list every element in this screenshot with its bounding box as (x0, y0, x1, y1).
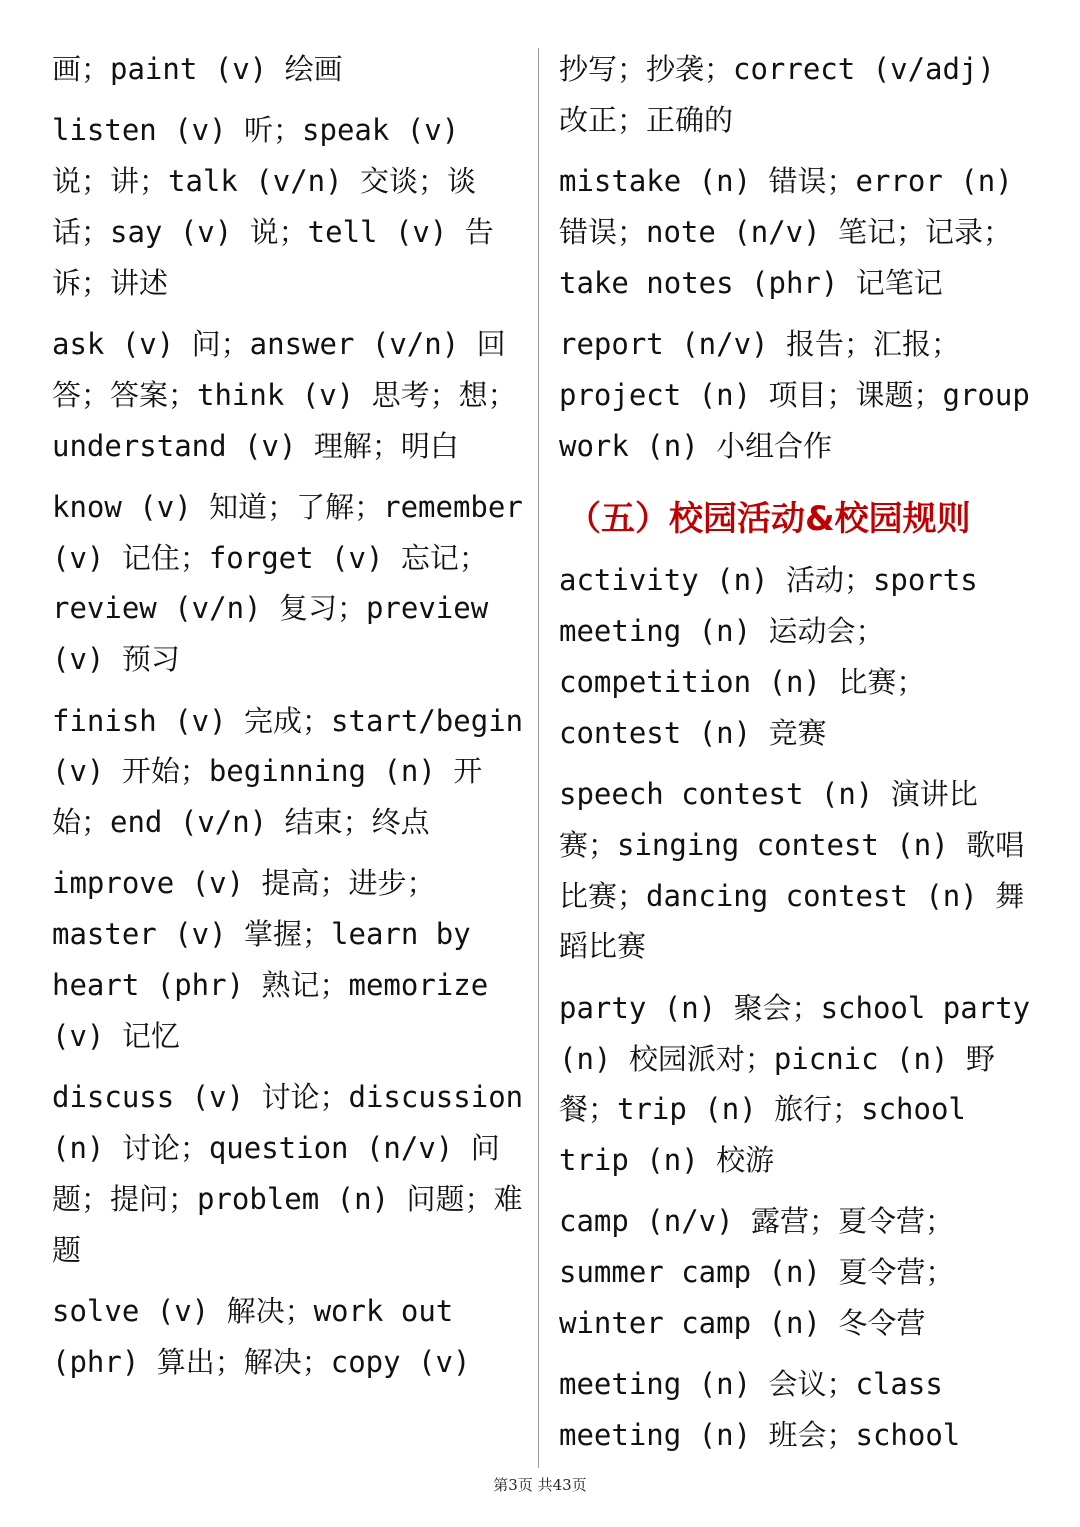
left-column (52, 44, 534, 1398)
vocab-entry: know (v) 知道；了解；remember (v) 记住；forget (v) 忘记；review (v/n) 复习；preview (v) 预习 (52, 489, 523, 677)
footer-total-pages: 43 (552, 1476, 572, 1494)
vocab-entry: ask (v) 问；answer (v/n) 回答；答案；think (v) 思考；想；understand (v) 理解；明白 (52, 326, 517, 463)
vocab-entry: report (n/v) 报告；汇报；project (n) 项目；课题；group work (n) 小组合作 (559, 326, 1030, 463)
vocab-entry: solve (v) 解决；work out (phr) 算出；解决；copy (v) (52, 1293, 471, 1379)
vocab-entry: 画；paint (v) 绘画 (52, 52, 343, 86)
footer-page-number: 3 (508, 1476, 518, 1494)
vocab-entry: party (n) 聚会；school party (n) 校园派对；picnic (n) 野餐；trip (n) 旅行；school trip (n) 校游 (559, 990, 1031, 1178)
vocab-entry: speech contest (n) 演讲比赛；singing contest (n) 歌唱比赛；dancing contest (n) 舞蹈比赛 (559, 777, 1025, 964)
vocab-entry: improve (v) 提高；进步；master (v) 掌握；learn by heart (phr) 熟记；memorize (v) 记忆 (52, 866, 489, 1053)
vocab-entry: 抄写；抄袭；correct (v/adj) 改正；正确的 (559, 52, 995, 137)
footer-middle: 页 共 (517, 1476, 553, 1494)
vocab-entry: camp (n/v) 露营；夏令营；summer camp (n) 夏令营；winter camp (n) 冬令营 (559, 1204, 955, 1341)
vocab-entry: finish (v) 完成；start/begin (v) 开始；beginning (n) 开始；end (v/n) 结束；终点 (52, 703, 524, 840)
vocab-entry: discuss (v) 讨论；discussion (n) 讨论；question (n/v) 问题；提问；problem (n) 问题；难题 (52, 1080, 524, 1267)
section-heading: （五）校园活动&校园规则 (567, 499, 971, 540)
vocab-entry: activity (n) 活动；sports meeting (n) 运动会；competition (n) 比赛；contest (n) 竞赛 (559, 563, 978, 750)
footer-prefix: 第 (493, 1476, 509, 1494)
column-divider (538, 48, 539, 1468)
page-footer (0, 1474, 1080, 1495)
footer-suffix: 页 (571, 1476, 587, 1494)
right-column (559, 44, 1031, 1471)
vocab-entry: meeting (n) 会议；class meeting (n) 班会；school (559, 1367, 961, 1453)
vocab-entry: mistake (n) 错误；error (n) 错误；note (n/v) 笔记；记录；take notes (phr) 记笔记 (559, 164, 1013, 300)
vocab-entry: listen (v) 听；speak (v) 说；讲；talk (v/n) 交谈；谈话；say (v) 说；tell (v) 告诉；讲述 (52, 113, 494, 300)
